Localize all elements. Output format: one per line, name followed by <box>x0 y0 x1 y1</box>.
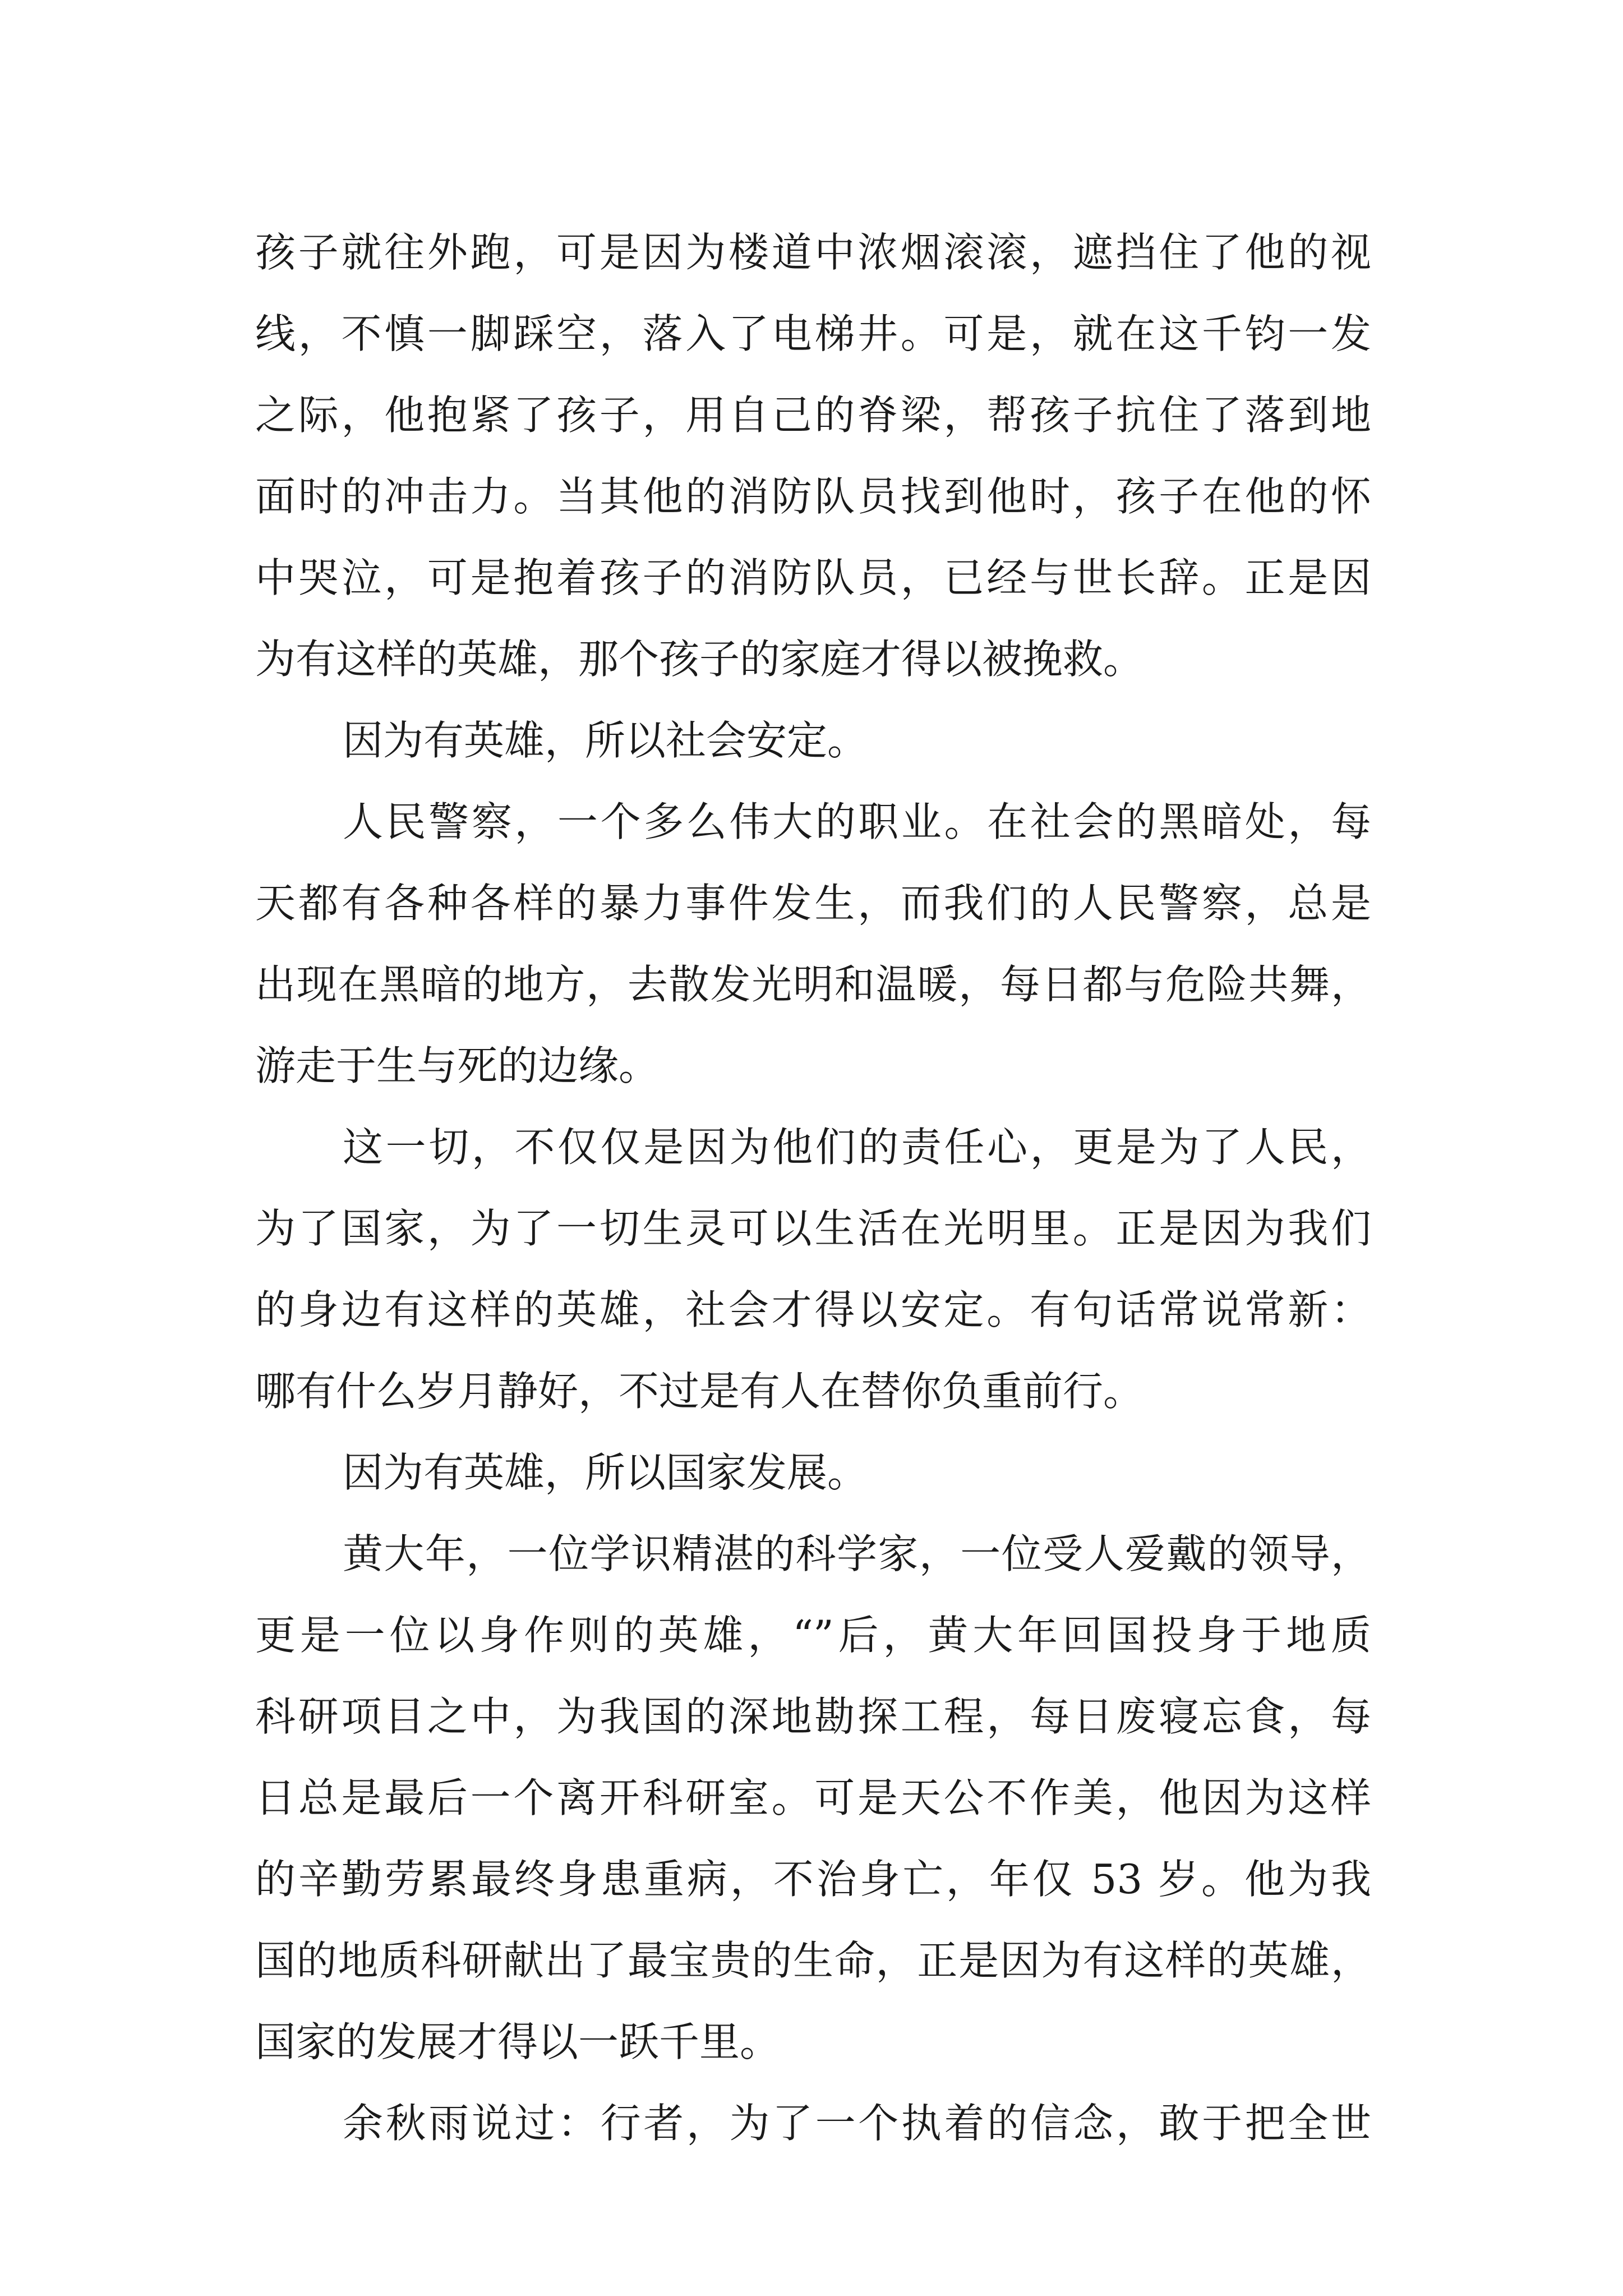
text-line: 哪有什么岁月静好，不过是有人在替你负重前行。 <box>255 1368 1144 1415</box>
text-line: 因为有英雄，所以国家发展。 <box>343 1449 868 1496</box>
text-line: 日总是最后一个离开科研室。可是天公不作美，他因为这样 <box>255 1774 1371 1821</box>
text-line: 游走于生与死的边缘。 <box>255 1042 660 1089</box>
text-line: 国家的发展才得以一跃千里。 <box>255 2018 781 2065</box>
text-line: 线，不慎一脚踩空，落入了电梯井。可是，就在这千钧一发 <box>255 310 1371 357</box>
text-line: 国的地质科研献出了最宝贵的生命，正是因为有这样的英雄， <box>255 1937 1371 1984</box>
text-line: 天都有各种各样的暴力事件发生，而我们的人民警察，总是 <box>255 880 1371 927</box>
text-line: 出现在黑暗的地方，去散发光明和温暖，每日都与危险共舞， <box>255 961 1371 1008</box>
text-line: 为有这样的英雄，那个孩子的家庭才得以被挽救。 <box>255 636 1144 683</box>
text-line: 人民警察，一个多么伟大的职业。在社会的黑暗处，每 <box>343 798 1371 845</box>
text-line: 的身边有这样的英雄，社会才得以安定。有句话常说常新： <box>255 1286 1371 1333</box>
text-line: 孩子就往外跑，可是因为楼道中浓烟滚滚，遮挡住了他的视 <box>255 229 1371 276</box>
document-body <box>255 212 1371 2164</box>
text-line: 更是一位以身作则的英雄，“”后，黄大年回国投身于地质 <box>255 1612 1371 1659</box>
text-line: 因为有英雄，所以社会安定。 <box>343 717 868 764</box>
text-line: 之际，他抱紧了孩子，用自己的脊梁，帮孩子抗住了落到地 <box>255 392 1371 439</box>
text-line: 科研项目之中，为我国的深地勘探工程，每日废寝忘食，每 <box>255 1693 1371 1740</box>
text-line: 黄大年，一位学识精湛的科学家，一位受人爱戴的领导， <box>343 1530 1371 1577</box>
text-line: 的辛勤劳累最终身患重病，不治身亡，年仅 53 岁。他为我 <box>255 1856 1371 1903</box>
text-line: 为了国家，为了一切生灵可以生活在光明里。正是因为我们 <box>255 1205 1371 1252</box>
text-line: 余秋雨说过：行者，为了一个执着的信念，敢于把全世 <box>343 2100 1371 2147</box>
text-line: 这一切，不仅仅是因为他们的责任心，更是为了人民， <box>343 1124 1371 1171</box>
text-line: 面时的冲击力。当其他的消防队员找到他时，孩子在他的怀 <box>255 473 1371 520</box>
text-line: 中哭泣，可是抱着孩子的消防队员，已经与世长辞。正是因 <box>255 554 1371 601</box>
